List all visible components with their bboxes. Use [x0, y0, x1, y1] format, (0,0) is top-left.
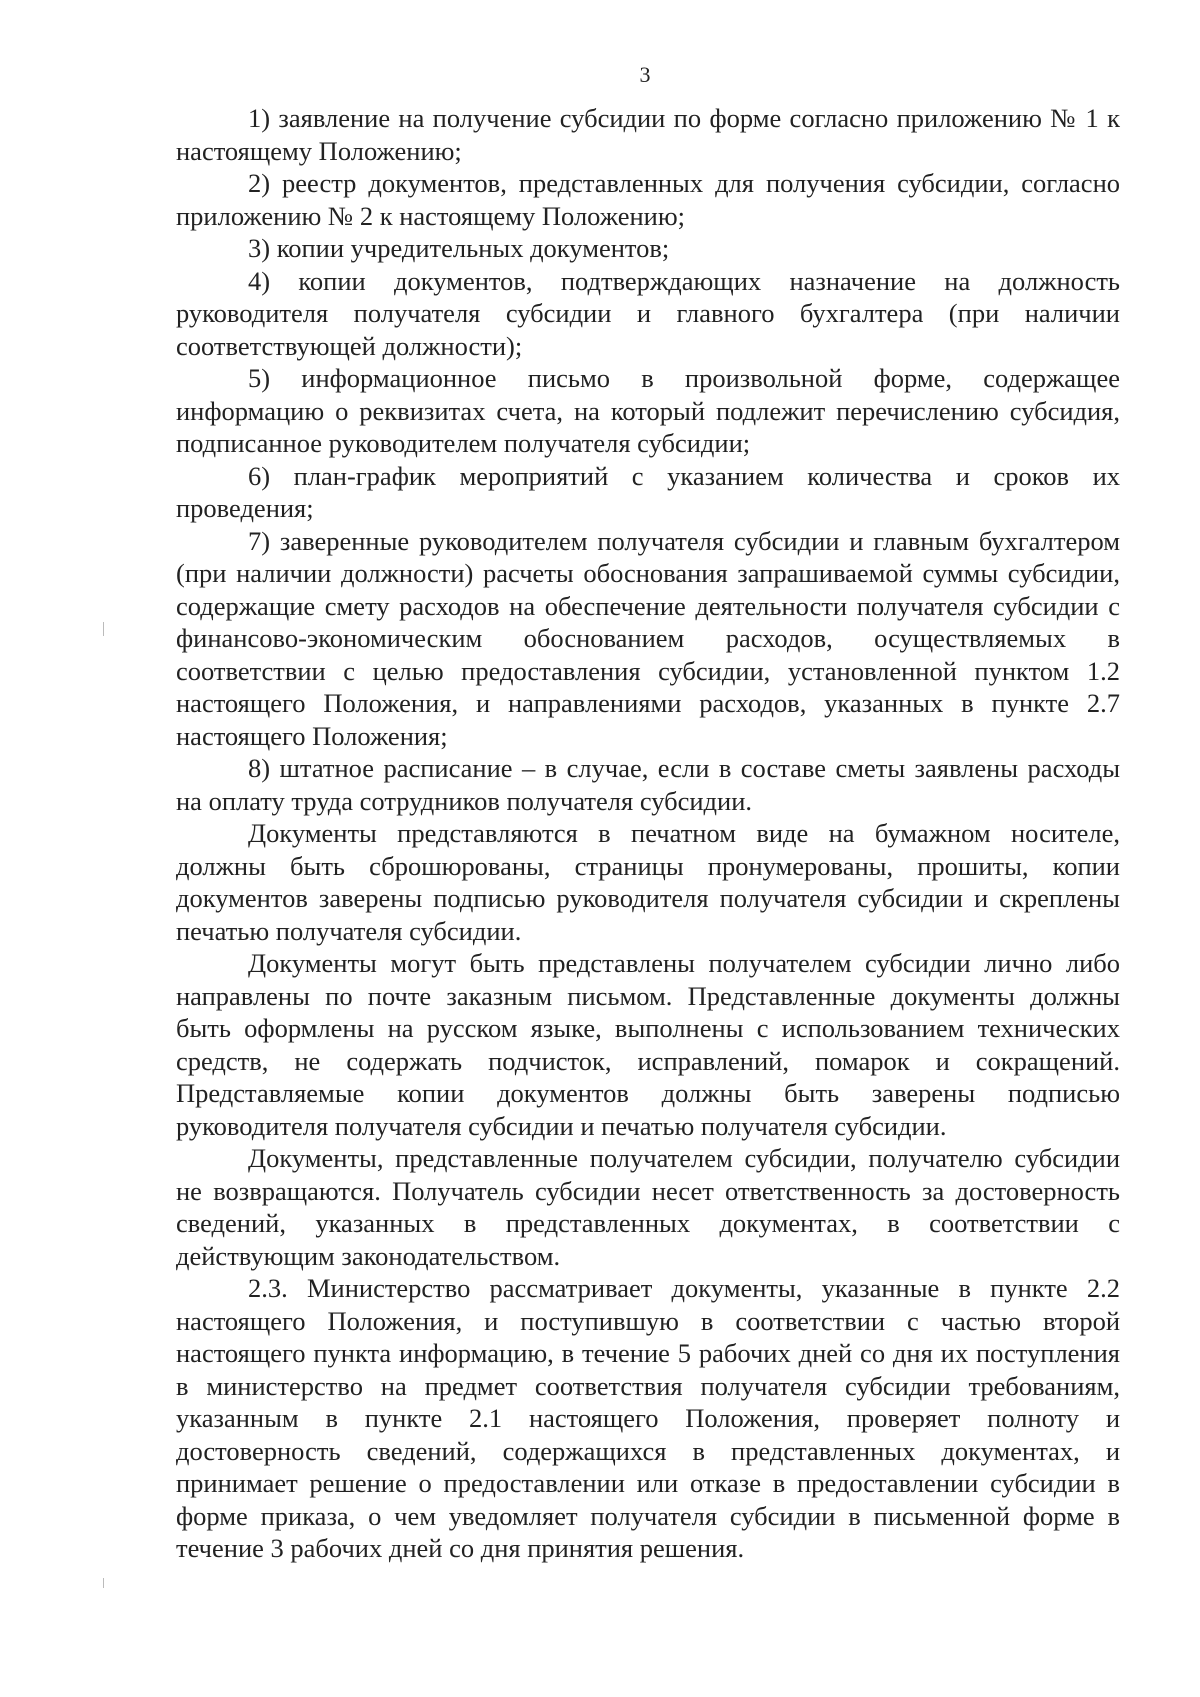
document-body [176, 102, 1120, 1565]
paragraph-item-8: 8) штатное расписание – в случае, если в составе сметы заявлены расходы на оплату труда сотрудников получателя субсидии. [176, 753, 1120, 816]
paragraph-documents-return: Документы, представленные получателем субсидии, получателю субсидии не возвращаются. Получатель субсидии несет ответственность за достоверность сведений, указанных в представленных документах, в соответствии с действующим законодательством. [176, 1143, 1120, 1271]
page-number: 3 [639, 62, 651, 87]
paragraph-item-2: 2) реестр документов, представленных для получения субсидии, согласно приложению № 2 к настоящему Положению; [176, 168, 1120, 231]
scan-margin-mark [103, 1578, 104, 1588]
paragraph-section-2-3: 2.3. Министерство рассматривает документы, указанные в пункте 2.2 настоящего Положения, и поступившую в соответствии с частью второй настоящего пункта информацию, в течение 5 рабочих дней со дня их поступления в министерство на предмет соответствия получателя субсидии требованиям, указанным в пункте 2.1 настоящего Положения, проверяет полноту и достоверность сведений, содержащихся в представленных документах, и принимает решение о предоставлении или отказе в предоставлении субсидии в форме приказа, о чем уведомляет получателя субсидии в письменной форме в течение 3 рабочих дней со дня принятия решения. [176, 1273, 1120, 1563]
scan-margin-mark [103, 622, 104, 636]
paragraph-item-4: 4) копии документов, подтверждающих назначение на должность руководителя получателя субсидии и главного бухгалтера (при наличии соответствующей должности); [176, 265, 1120, 361]
paragraph-item-7: 7) заверенные руководителем получателя субсидии и главным бухгалтером (при наличии должности) расчеты обоснования запрашиваемой суммы субсидии, содержащие смету расходов на обеспечение деятельности получателя субсидии с финансово-экономическим обоснованием расходов, осуществляемых в соответствии с целью предоставления субсидии, установленной пунктом 1.2 настоящего Положения, и направлениями расходов, указанных в пункте 2.7 настоящего Положения; [176, 525, 1120, 751]
paragraph-item-3: 3) копии учредительных документов; [248, 233, 670, 263]
paragraph-item-1: 1) заявление на получение субсидии по форме согласно приложению № 1 к настоящему Положению; [176, 103, 1120, 166]
paragraph-documents-format: Документы представляются в печатном виде на бумажном носителе, должны быть сброшюрованы, страницы пронумерованы, прошиты, копии документов заверены подписью руководителя получателя субсидии и скреплены печатью получателя субсидии. [176, 818, 1120, 946]
paragraph-item-5: 5) информационное письмо в произвольной форме, содержащее информацию о реквизитах счета, на который подлежит перечислению субсидия, подписанное руководителем получателя субсидии; [176, 363, 1120, 458]
paragraph-documents-delivery: Документы могут быть представлены получателем субсидии лично либо направлены по почте заказным письмом. Представленные документы должны быть оформлены на русском языке, выполнены с использованием технических средств, не содержать подчисток, исправлений, помарок и сокращений. Представляемые копии документов должны быть заверены подписью руководителя получателя субсидии и печатью получателя субсидии. [176, 948, 1120, 1141]
paragraph-item-6: 6) план-график мероприятий с указанием количества и сроков их проведения; [176, 460, 1120, 523]
